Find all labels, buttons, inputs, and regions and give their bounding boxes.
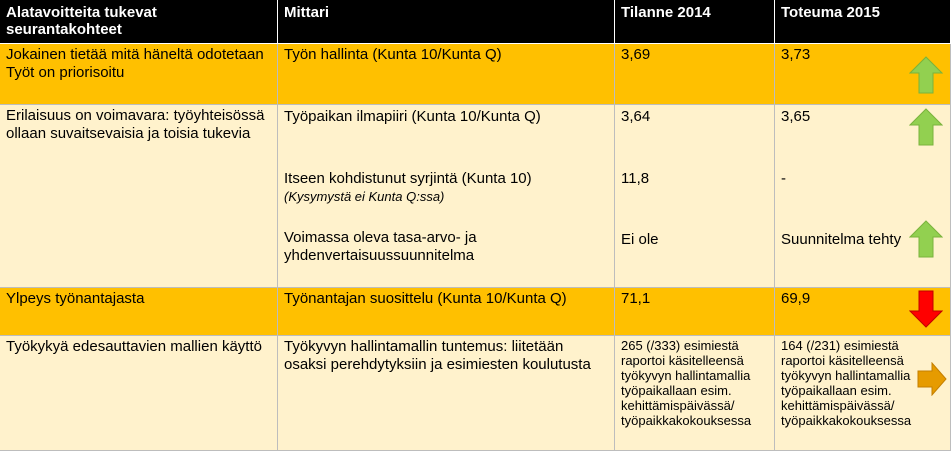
arrow-right-orange-icon bbox=[917, 362, 947, 396]
row2-2015-3: Suunnitelma tehty bbox=[781, 231, 902, 248]
row2-metric-2: Itseen kohdistunut syrjintä (Kunta 10) bbox=[284, 170, 532, 187]
row4-metric: Työkyvyn hallintamallin tuntemus: liitetään osaksi perehdytyksiin ja esimiesten koulutusta bbox=[278, 336, 615, 451]
row4-2014: 265 (/333) esimiestä raportoi käsitelleensä työkyvyn hallintamallia työpaikallaan esim. kehittämispäivässä/ työpaikkakokouksessa bbox=[615, 336, 775, 451]
row2-2014-3: Ei ole bbox=[621, 231, 659, 248]
row2-target: Erilaisuus on voimavara: työyhteisössä ollaan suvaitsevaisia ja toisia tukevia bbox=[0, 105, 278, 288]
row4-target: Työkykyä edesauttavien mallien käyttö bbox=[0, 336, 278, 451]
row2-2015-1: 3,65 bbox=[781, 108, 811, 125]
row3-2014: 71,1 bbox=[615, 288, 775, 336]
row2-metric-2-note: (Kysymystä ei Kunta Q:ssa) bbox=[284, 189, 445, 204]
row2-2014-cell bbox=[615, 105, 775, 288]
row1-2015: 3,73 bbox=[775, 44, 951, 105]
row3-2015: 69,9 bbox=[775, 288, 951, 336]
arrow-up-green-icon bbox=[909, 220, 943, 258]
header-2014: Tilanne 2014 bbox=[615, 0, 775, 44]
row2-2014-2: 11,8 bbox=[621, 170, 650, 187]
row3-metric: Työnantajan suosittelu (Kunta 10/Kunta Q) bbox=[278, 288, 615, 336]
row2-2014-1: 3,64 bbox=[621, 108, 651, 125]
header-metric: Mittari bbox=[278, 0, 615, 44]
row3-target: Ylpeys työnantajasta bbox=[0, 288, 278, 336]
row2-2015-2: - bbox=[781, 170, 786, 187]
arrow-up-green-icon bbox=[909, 56, 943, 94]
arrow-up-green-icon bbox=[909, 108, 943, 146]
row2-metric-3: Voimassa oleva tasa-arvo- ja yhdenvertaisuussuunnitelma bbox=[284, 229, 477, 264]
row1-metric: Työn hallinta (Kunta 10/Kunta Q) bbox=[278, 44, 615, 105]
row1-2014: 3,69 bbox=[615, 44, 775, 105]
row1-target: Jokainen tietää mitä häneltä odotetaan Työt on priorisoitu bbox=[0, 44, 278, 105]
header-2015: Toteuma 2015 bbox=[775, 0, 951, 44]
row2-metric-1: Työpaikan ilmapiiri (Kunta 10/Kunta Q) bbox=[284, 108, 541, 125]
header-target: Alatavoitteita tukevat seurantakohteet bbox=[0, 0, 278, 44]
arrow-down-red-icon bbox=[909, 290, 943, 328]
row4-2015: 164 (/231) esimiestä raportoi käsitelleensä työkyvyn hallintamallia työpaikallaan esim. kehittämispäivässä/ työpaikkakokouksessa bbox=[775, 336, 951, 451]
